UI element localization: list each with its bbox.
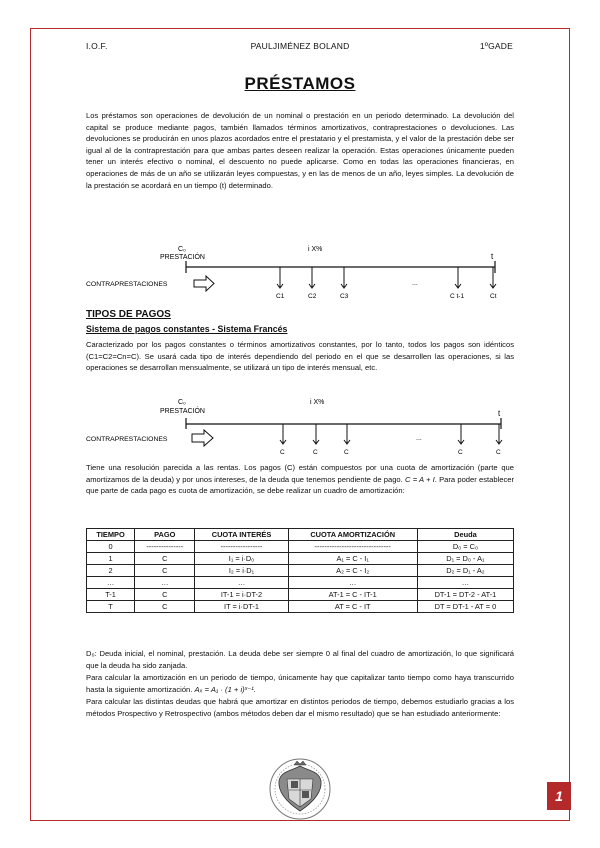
diagram2-contraprestaciones: CONTRAPRESTACIONES (86, 436, 168, 443)
header-author: PAULJIMÉNEZ BOLAND (250, 41, 350, 51)
diagram1-rate: i X% (308, 246, 323, 253)
table-cell: I₂ = i·D₁ (195, 565, 288, 577)
table-cell: … (417, 577, 513, 589)
table-cell: D₁ = D₀ - A₁ (417, 553, 513, 565)
diagram1-label-c2: C2 (308, 293, 317, 300)
table-cell: 2 (87, 565, 135, 577)
diagram2-label-c: C (280, 449, 285, 455)
table-cell: C (135, 565, 195, 577)
table-cell: C (135, 553, 195, 565)
table-cell: A₂ = C - I₂ (288, 565, 417, 577)
diagram1-contraprestaciones: CONTRAPRESTACIONES (86, 281, 168, 288)
table-cell: AT = C - IT (288, 601, 417, 613)
down-arrow-icon (277, 267, 283, 288)
down-arrow-icon (313, 424, 319, 444)
table-cell: D₀ = C₀ (417, 541, 513, 553)
down-arrow-icon (344, 424, 350, 444)
rentas-text-2: . Para poder establecer que parte de cada pago es cuota de amortización, se debe realizar un cuadro de amortización: (86, 474, 515, 496)
table-cell: A₁ = C - I₁ (288, 553, 417, 565)
col-header-cuota-interes: CUOTA INTERÉS (195, 529, 288, 541)
table-cell: … (87, 577, 135, 589)
payment-arrows (280, 424, 502, 444)
prospectivo-paragraph: Para calcular las distintas deudas que habrá que amortizar en distintos periodos de tiempo, debemos estudiarlo gracias a los métodos Prospectivo y Retrospectivo (ambos métodos deben dar el mismo resultado) que se han estudiado anteriormente: (86, 697, 514, 718)
down-arrow-icon (280, 424, 286, 444)
table-cell: IT = i·DT-1 (195, 601, 288, 613)
table-cell: DT = DT-1 - AT = 0 (417, 601, 513, 613)
university-seal-icon (265, 757, 335, 821)
diagram2-label-c: C (458, 449, 463, 455)
table-cell: 0 (87, 541, 135, 553)
page-number: 1 (547, 782, 571, 810)
diagram2-prestacion: PRESTACIÓN (160, 408, 205, 415)
subsection-title: Sistema de pagos constantes - Sistema Francés (86, 324, 288, 334)
table-cell: C (135, 589, 195, 601)
table-cell: ------------------------------- (288, 541, 417, 553)
diagram2-c0: C₀ (178, 399, 186, 406)
table-cell: … (288, 577, 417, 589)
table-cell: ----------------- (195, 541, 288, 553)
diagram1-label-c3: C3 (340, 293, 349, 300)
diagram1-t: t (491, 252, 494, 261)
section-title: TIPOS DE PAGOS (86, 309, 171, 320)
table-row (87, 553, 514, 565)
table-cell: --------------- (135, 541, 195, 553)
col-header-deuda: Deuda (417, 529, 513, 541)
capitalizar-text: Para calcular la amortización en un periodo de tiempo, únicamente hay que capitalizar tanto tiempo como haya transcurrido hasta la siguiente amortización. (86, 673, 514, 694)
timeline-diagram-general (86, 240, 514, 302)
table-cell: AT-1 = C - IT-1 (288, 589, 417, 601)
diagram1-label-ct1: C t-1 (450, 293, 465, 300)
diagram2-rate: i X% (310, 399, 325, 406)
col-header-cuota-amortizacion: CUOTA AMORTIZACIÓN (288, 529, 417, 541)
table-cell: IT-1 = i·DT-2 (195, 589, 288, 601)
col-header-pago: PAGO (135, 529, 195, 541)
table-cell: C (135, 601, 195, 613)
d0-paragraph: D₀: Deuda inicial, el nominal, prestación. La deuda debe ser siempre 0 al final del cuadro de amortización, lo que significará que la deuda ha sido zanjada. (86, 649, 514, 670)
table-row (87, 577, 514, 589)
table-row (87, 589, 514, 601)
table-cell: T-1 (87, 589, 135, 601)
table-cell: I₁ = i·D₀ (195, 553, 288, 565)
table-row (87, 541, 514, 553)
capitalizar-formula: Aₓ = A₁ · (1 + i)ˣ⁻¹. (194, 684, 256, 694)
diagram1-prestacion: PRESTACIÓN (160, 254, 205, 261)
diagram1-label-c1: C1 (276, 293, 285, 300)
diagram1-c0: C₀ (178, 246, 186, 253)
right-arrow-icon (192, 430, 213, 446)
table-row (87, 601, 514, 613)
amortization-table (86, 528, 514, 613)
header-course: I.O.F. (86, 41, 108, 51)
diagram2-t: t (498, 409, 501, 418)
rentas-formula: C = A + I (405, 474, 435, 484)
rentas-text-1: Tiene una resolución parecida a las rentas. Los pagos (C) están compuestos por una cuota de amortización (parte que amortizamos de la deuda) y por unos intereses, de la deuda que tenemos pendiente de pago. (86, 463, 514, 484)
payment-arrows (277, 267, 496, 288)
rentas-paragraph (86, 462, 514, 497)
frances-paragraph: Caracterizado por los pagos constantes o términos amortizativos constantes, por lo tanto, todos los pagos son idénticos (C1=C2=Cn=C). Se usará cada tipo de interés dependiendo del periodo en el que se desarrollen las operaciones, si las operaciones se desarrollan mensualmente, se utilizará un tipo de interés mensual, etc. (86, 340, 514, 373)
table-cell: … (135, 577, 195, 589)
page-title: PRÉSTAMOS (244, 74, 356, 93)
table-cell: 1 (87, 553, 135, 565)
table-cell: … (195, 577, 288, 589)
timeline-diagram-frances (86, 393, 514, 455)
diagram1-ellipsis: ... (412, 280, 418, 287)
diagram2-label-c: C (313, 449, 318, 455)
diagram1-label-ct: Ct (490, 293, 497, 300)
down-arrow-icon (455, 267, 461, 288)
table-header-row (87, 529, 514, 541)
diagram2-label-c: C (344, 449, 349, 455)
table-cell: DT-1 = DT-2 - AT-1 (417, 589, 513, 601)
header-degree: 1ºGADE (479, 41, 513, 51)
intro-paragraph: Los préstamos son operaciones de devolución de un nominal o prestación en un periodo determinado. La devolución del capital se produce mediante pagos, también llamados términos amortizativos, contraprestaciones o devoluciones. Las devoluciones se producirán en unos plazos acordados entre el prestatario y el prestamista, y el valor de la prestación debe ser igual al de la contraprestación para que ambas partes deseen realizar la operación. Estas operaciones únicamente pueden tener un interés efectivo o nominal, el descuento no puede aplicarse. Como en todas las operaciones financieras, en operaciones de más de un año se utilizarán leyes compuestas, y en las de menos de un año, leyes simples. La devolución de la prestación se acordará en un tiempo (t) determinado. (86, 111, 514, 190)
table-row (87, 565, 514, 577)
col-header-tiempo: TIEMPO (87, 529, 135, 541)
right-arrow-icon (194, 276, 214, 291)
table-cell: D₂ = D₁ - A₂ (417, 565, 513, 577)
diagram2-ellipsis: ... (416, 435, 422, 442)
down-arrow-icon (309, 267, 315, 288)
down-arrow-icon (458, 424, 464, 444)
diagram2-label-c: C (496, 449, 501, 455)
table-cell: T (87, 601, 135, 613)
down-arrow-icon (341, 267, 347, 288)
capitalizar-paragraph (86, 672, 514, 695)
